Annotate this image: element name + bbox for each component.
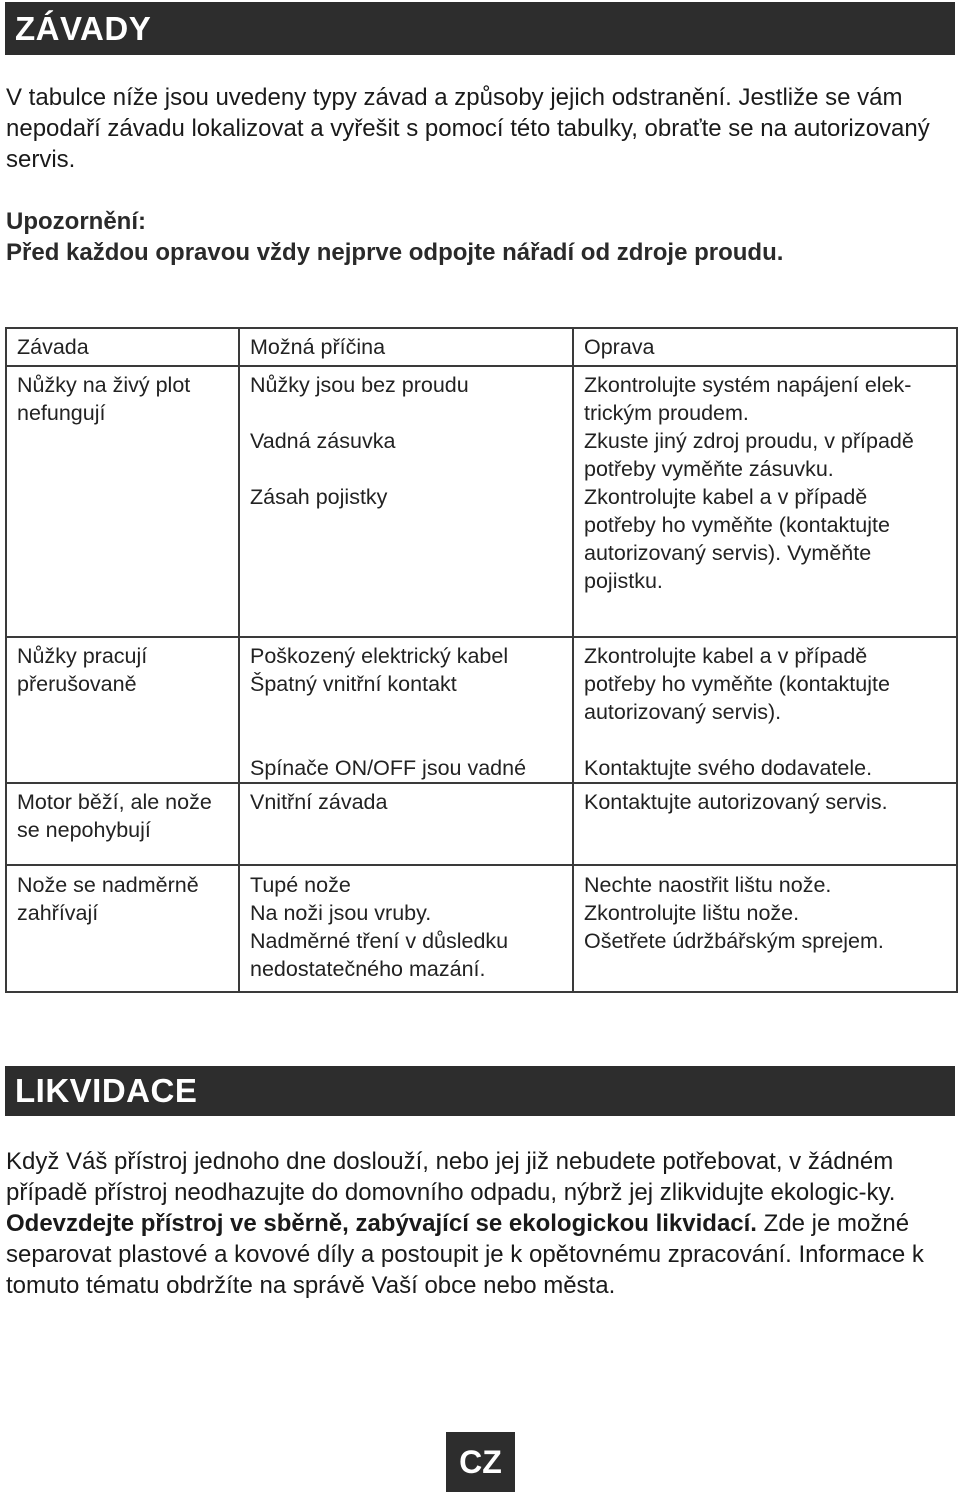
fix-cell [573,637,957,783]
header-fix: Oprava [573,328,957,366]
cause-text: nedostatečného mazání. [250,957,486,981]
disposal-text-bold: Odevzdejte přístroj ve sběrně, zabývající se ekologickou likvidací. [6,1210,757,1237]
cause-text: Vadná zásuvka [250,429,396,453]
cause-text: Poškozený elektrický kabel [250,644,509,668]
fix-text: Zkontrolujte kabel a v případě [584,485,868,509]
table-row [6,783,957,865]
fix-text: potřeby ho vyměňte (kontaktujte [584,513,890,537]
cause-text: Na noži jsou vruby. [250,901,432,925]
fix-text: autorizovaný servis). [584,700,782,724]
fix-text: Zkuste jiný zdroj proudu, v případě [584,429,914,453]
intro-paragraph: V tabulce níže jsou uvedeny typy závad a způsoby jejich odstranění. Jestliže se vám nepodaří závadu lokalizovat a vyřešit s pomocí této tabulky, obraťte se na autorizovaný servis. [6,84,930,173]
cause-cell [239,366,573,637]
disposal-text: Zde je možné separovat plastové a kovové díly a postoupit je k opětovnému zpracování. Informace k tomuto tématu obdržíte na správě Vaší obce nebo města. [6,1210,924,1299]
fault-table [5,327,958,993]
fix-text: Zkontrolujte systém napájení elek- [584,373,912,397]
fix-text: potřeby vyměňte zásuvku. [584,457,834,481]
table-row [6,366,957,637]
disposal-text: Když Váš přístroj jednoho dne doslouží, nebo jej již nebudete potřebovat, v žádném případě přístroj neodhazujte do domovního odpadu, nýbrž jej zlikvidujte ekologic-ky. [6,1148,896,1206]
warning-text: Před každou opravou vždy nejprve odpojte nářadí od zdroje proudu. [6,239,784,266]
section-title-disposal: LIKVIDACE [5,1066,955,1116]
fix-text: Nechte naostřit lištu nože. [584,873,832,897]
warning-title: Upozornění: [6,208,146,235]
cause-cell [239,783,573,865]
fault-cell [6,865,239,992]
cause-text: Nadměrné tření v důsledku [250,929,509,953]
fault-cell [6,637,239,783]
fix-text: pojistku. [584,569,663,593]
cause-cell [239,865,573,992]
fix-cell [573,865,957,992]
section-title-faults: ZÁVADY [5,2,955,55]
fix-text: Zkontrolujte lištu nože. [584,901,800,925]
fault-text: Motor běží, ale nože [17,790,212,814]
fix-text: potřeby ho vyměňte (kontaktujte [584,672,890,696]
fix-text: Kontaktujte svého dodavatele. [584,756,873,780]
fix-text: Kontaktujte autorizovaný servis. [584,790,888,814]
fix-cell [573,366,957,637]
table-row [6,637,957,783]
header-fault: Závada [6,328,239,366]
fix-text: autorizovaný servis). Vyměňte [584,541,872,565]
header-cause: Možná příčina [239,328,573,366]
fault-text: nefungují [17,401,106,425]
fault-text: Nůžky pracují [17,644,148,668]
fault-text: zahřívají [17,901,99,925]
cause-text: Špatný vnitřní kontakt [250,672,457,696]
table-row [6,865,957,992]
cause-cell [239,637,573,783]
disposal-paragraph [6,1146,956,1301]
fix-text: Zkontrolujte kabel a v případě [584,644,868,668]
fault-text: Nůžky na živý plot [17,373,191,397]
fault-text: se nepohybují [17,818,151,842]
warning-block [6,206,956,268]
language-badge: CZ [446,1432,515,1492]
fault-text: Nože se nadměrně [17,873,199,897]
fix-text: trickým proudem. [584,401,749,425]
cause-text: Vnitřní závada [250,790,388,814]
fault-cell [6,366,239,637]
cause-text: Spínače ON/OFF jsou vadné [250,756,527,780]
fix-cell [573,783,957,865]
fault-text: přerušovaně [17,672,137,696]
cause-text: Nůžky jsou bez proudu [250,373,469,397]
table-header-row [6,328,957,366]
fix-text: Ošetřete údržbářským sprejem. [584,929,884,953]
cause-text: Zásah pojistky [250,485,388,509]
fault-cell [6,783,239,865]
cause-text: Tupé nože [250,873,351,897]
